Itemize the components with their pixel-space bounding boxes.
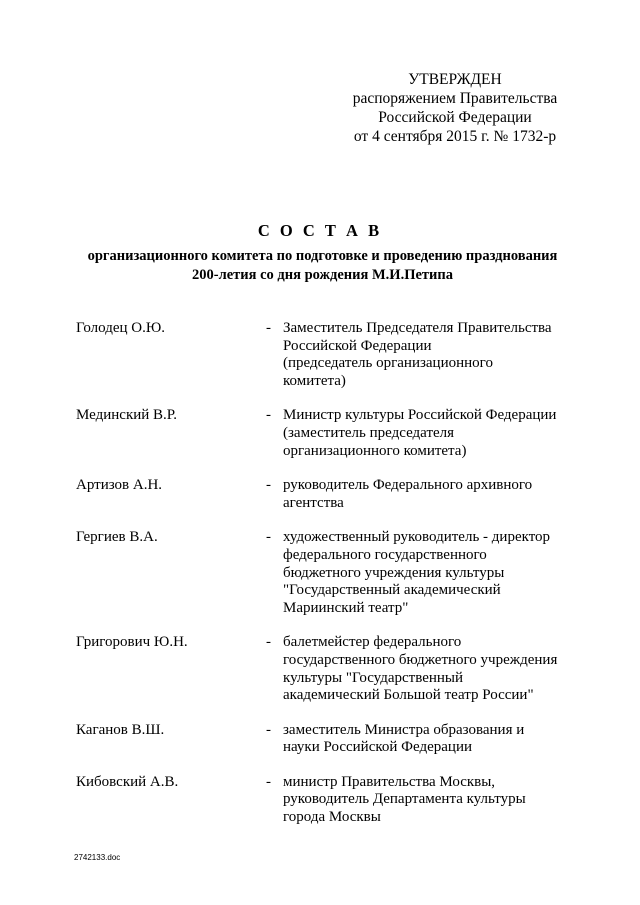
member-name: Григорович Ю.Н. [76, 634, 188, 651]
member-name: Кибовский А.В. [76, 773, 179, 790]
document-title: С О С Т А В [257, 221, 383, 240]
approval-line: Российской Федерации [378, 109, 532, 126]
member-role [283, 634, 573, 704]
member-role [283, 774, 573, 827]
member-row [76, 774, 576, 827]
member-row [76, 722, 576, 757]
member-name: Гергиев В.А. [76, 529, 158, 546]
member-role-line: Российской Федерации [283, 337, 432, 354]
member-role-line: бюджетного учреждения культуры [283, 564, 505, 581]
footer-filename: 2742133.doc [74, 853, 121, 862]
member-role-line: министр Правительства Москвы, [283, 773, 496, 790]
member-role-line: руководитель Федерального архивного [283, 477, 533, 494]
member-name: Каганов В.Ш. [76, 721, 165, 738]
approval-line: от 4 сентября 2015 г. № 1732-р [353, 128, 557, 145]
member-row [76, 320, 576, 390]
member-dash: - [266, 773, 271, 790]
member-row [76, 407, 576, 460]
member-role-line: "Государственный академический [283, 582, 501, 599]
member-role-line: заместитель Министра образования и [283, 721, 525, 738]
member-role-line: города Москвы [283, 809, 381, 826]
members-list [76, 320, 576, 844]
member-dash: - [266, 320, 271, 336]
member-role-line: государственного бюджетного учреждения [283, 651, 558, 668]
member-role-line: организационного комитета) [283, 442, 467, 459]
member-dash: - [266, 529, 271, 546]
member-role-line: комитета) [283, 372, 346, 389]
member-name: Артизов А.Н. [76, 477, 163, 494]
member-role [283, 320, 573, 390]
member-dash: - [266, 634, 271, 651]
member-role [283, 529, 573, 617]
member-dash: - [266, 721, 271, 738]
member-name: Голодец О.Ю. [76, 320, 166, 336]
member-role-line: (заместитель председателя [283, 424, 455, 441]
member-role-line: Мариинский театр" [283, 599, 409, 616]
member-role-line: культуры "Государственный [283, 669, 464, 686]
member-row [76, 477, 576, 512]
member-role [283, 477, 573, 512]
document-subtitle: организационного комитета по подготовке и проведению празднования 200-летия со дня рождения М.И.Петипа [87, 248, 558, 283]
member-role-line: художественный руководитель - директор [283, 529, 551, 546]
member-role-line: руководитель Департамента культуры [283, 791, 526, 808]
member-dash: - [266, 407, 271, 424]
member-role-line: академический Большой театр России" [283, 687, 534, 704]
member-role [283, 407, 573, 460]
member-role-line: науки Российской Федерации [283, 739, 473, 756]
approval-block [330, 70, 580, 146]
approval-title: УТВЕРЖДЕН [408, 71, 502, 88]
member-role-line: Министр культуры Российской Федерации [283, 407, 557, 424]
member-role-line: федерального государственного [283, 546, 487, 563]
member-name: Мединский В.Р. [76, 407, 178, 424]
member-role-line: агентства [283, 494, 344, 511]
approval-line: распоряжением Правительства [352, 90, 558, 107]
member-row [76, 529, 576, 617]
member-role [283, 722, 573, 757]
member-row [76, 634, 576, 704]
member-dash: - [266, 477, 271, 494]
member-role-line: (председатель организационного [283, 355, 493, 372]
member-role-line: Заместитель Председателя Правительства [283, 320, 552, 336]
member-role-line: балетмейстер федерального [283, 634, 462, 651]
